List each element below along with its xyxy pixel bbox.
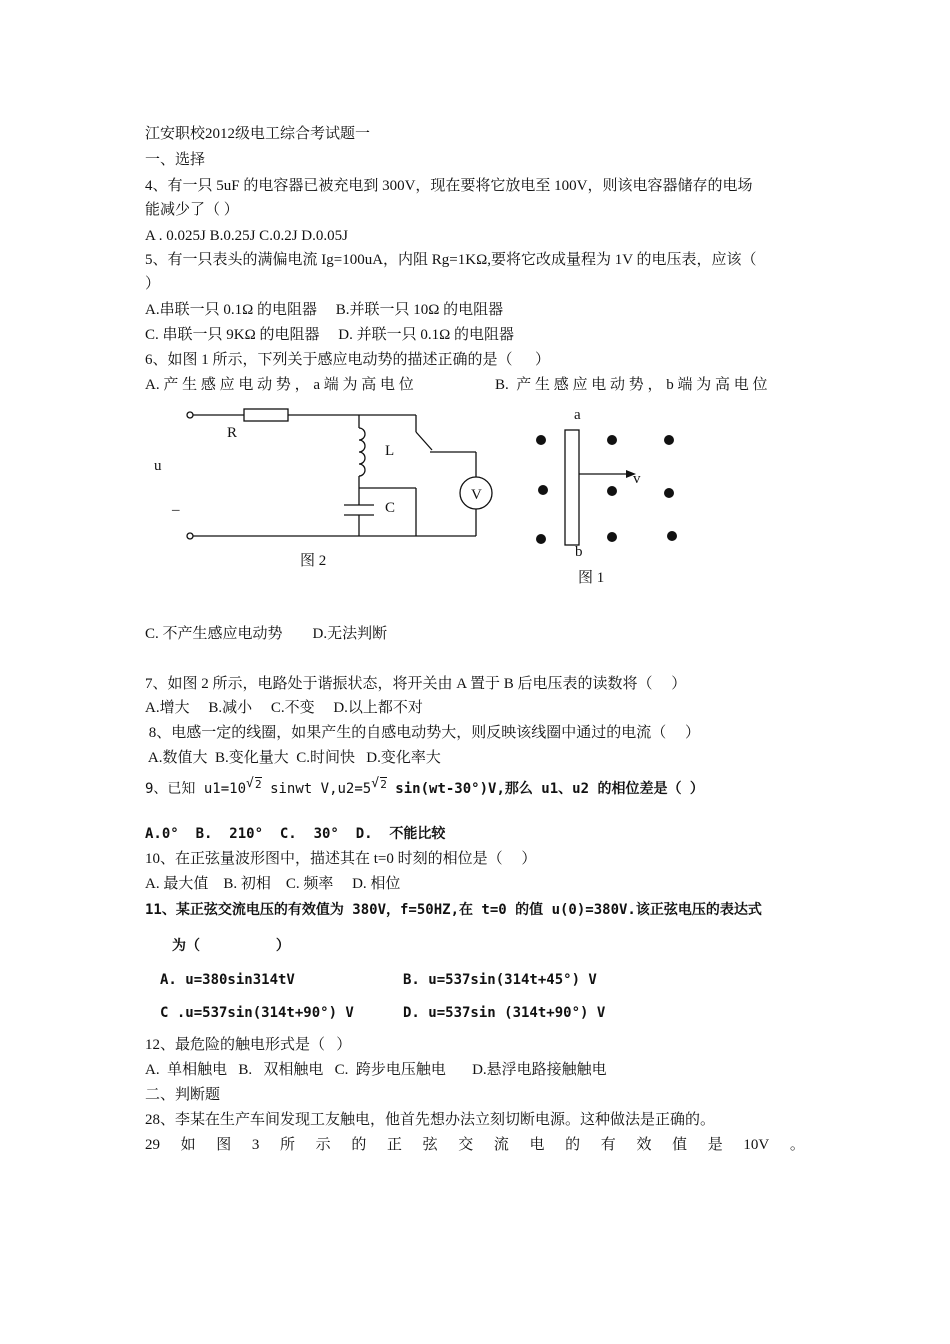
question-6-option-a: A. 产 生 感 应 电 动 势 ， a 端 为 高 电 位	[145, 377, 414, 393]
q29-word: 3	[251, 1137, 260, 1153]
question-9-options: A.0° B. 210° C. 30° D. 不能比较	[145, 826, 446, 842]
question-5-stem-cont: ）	[145, 276, 161, 292]
question-12-options: A. 单相触电 B. 双相触电 C. 跨步电压触电 D.悬浮电路接触触电	[145, 1062, 607, 1078]
fig2-label-r: R	[227, 425, 238, 441]
question-5-options-ab: A.串联一只 0.1Ω 的电阻器 B.并联一只 10Ω 的电阻器	[145, 302, 504, 318]
q29-word: 。	[789, 1137, 805, 1153]
q29-word: 弦	[422, 1137, 438, 1153]
fig2-caption: 图 2	[300, 553, 327, 569]
fig1-caption: 图 1	[578, 570, 605, 586]
section-heading: 一、选择	[145, 152, 206, 168]
question-11-stem: 11、某正弦交流电压的有效值为 380V，f=50HZ,在 t=0 的值 u(0)=380V.该正弦电压的表达式	[145, 902, 762, 918]
question-29-stem	[145, 1135, 805, 1155]
question-11-stem-cont: 为（ ）	[172, 938, 290, 954]
q29-word: 如	[180, 1137, 196, 1153]
question-5-stem: 5、有一只表头的满偏电流 Ig=100uA，内阻 Rg=1KΩ,要将它改成量程为 1V 的电压表，应该（	[145, 252, 757, 268]
fig2-label-voltmeter: V	[471, 487, 482, 503]
section-heading: 二、判断题	[145, 1087, 221, 1103]
question-10-options: A. 最大值 B. 初相 C. 频率 D. 相位	[145, 876, 401, 892]
question-7-options: A.增大 B.减小 C.不变 D.以上都不对	[145, 700, 423, 716]
q29-word: 10V	[743, 1137, 770, 1153]
fig1-label-v: v	[633, 471, 641, 487]
question-9-stem	[145, 779, 704, 800]
fig2-label-u: u	[154, 458, 162, 474]
question-8-options: A.数值大 B.变化量大 C.时间快 D.变化率大	[145, 750, 441, 766]
question-11-option-d: D. u=537sin (314t+90°) V	[403, 1005, 606, 1021]
question-5-options-cd: C. 串联一只 9KΩ 的电阻器 D. 并联一只 0.1Ω 的电阻器	[145, 327, 514, 343]
q29-word: 有	[600, 1137, 616, 1153]
fig2-label-l: L	[385, 443, 395, 459]
question-6-option-b: B. 产 生 感 应 电 动 势 ， b 端 为 高 电 位	[495, 377, 768, 393]
q29-word: 流	[493, 1137, 509, 1153]
fig2-label-c: C	[385, 500, 396, 516]
question-6-stem: 6、如图 1 所示，下列关于感应电动势的描述正确的是（ ）	[145, 352, 551, 368]
fig1-label-b: b	[575, 544, 583, 560]
fig2-label-minus: –	[172, 502, 180, 518]
q29-word: 示	[315, 1137, 331, 1153]
q29-word: 交	[458, 1137, 474, 1153]
question-11-option-a: A. u=380sin314tV	[160, 972, 295, 988]
q29-word: 效	[636, 1137, 652, 1153]
q9-part-3: sin(wt-30°)V,那么 u1、u2 的相位差是（ ）	[395, 781, 704, 797]
question-6-options-cd: C. 不产生感应电动势 D.无法判断	[145, 626, 388, 642]
question-11-option-b: B. u=537sin(314t+45°) V	[403, 972, 597, 988]
sqrt-symbol: √ 2	[371, 775, 387, 795]
question-12-stem: 12、最危险的触电形式是（ ）	[145, 1037, 352, 1053]
q9-part-2: sinwt V,u2=5	[270, 781, 372, 797]
question-28-stem: 28、李某在生产车间发现工友触电，他首先想办法立刻切断电源。这种做法是正确的。	[145, 1112, 716, 1128]
question-4-options: A . 0.025J B.0.25J C.0.2J D.0.05J	[145, 228, 348, 244]
q29-word: 所	[280, 1137, 296, 1153]
q29-word: 29	[145, 1137, 160, 1153]
q29-word: 图	[216, 1137, 232, 1153]
question-4-stem: 4、有一只 5uF 的电容器已被充电到 300V，现在要将它放电至 100V，则该电容器储存的电场	[145, 178, 753, 194]
fig1-label-a: a	[574, 407, 581, 423]
q29-word: 的	[351, 1137, 367, 1153]
q29-word: 值	[672, 1137, 688, 1153]
question-4-stem-cont: 能减少了（ ）	[145, 202, 239, 218]
q29-word: 是	[707, 1137, 723, 1153]
q29-word: 的	[565, 1137, 581, 1153]
page-title: 江安职校2012级电工综合考试题一	[145, 126, 371, 142]
q9-part-1: 9、已知 u1=10	[145, 781, 247, 797]
q29-word: 电	[529, 1137, 545, 1153]
question-11-option-c: C .u=537sin(314t+90°) V	[160, 1005, 354, 1021]
sqrt-symbol: √ 2	[246, 775, 262, 795]
q29-word: 正	[386, 1137, 402, 1153]
question-10-stem: 10、在正弦量波形图中，描述其在 t=0 时刻的相位是（ ）	[145, 851, 537, 867]
question-8-stem: 8、电感一定的线圈，如果产生的自感电动势大，则反映该线圈中通过的电流（ ）	[145, 725, 701, 741]
question-7-stem: 7、如图 2 所示，电路处于谐振状态，将开关由 A 置于 B 后电压表的读数将（ ）	[145, 676, 687, 692]
figure-1-field	[0, 0, 950, 600]
